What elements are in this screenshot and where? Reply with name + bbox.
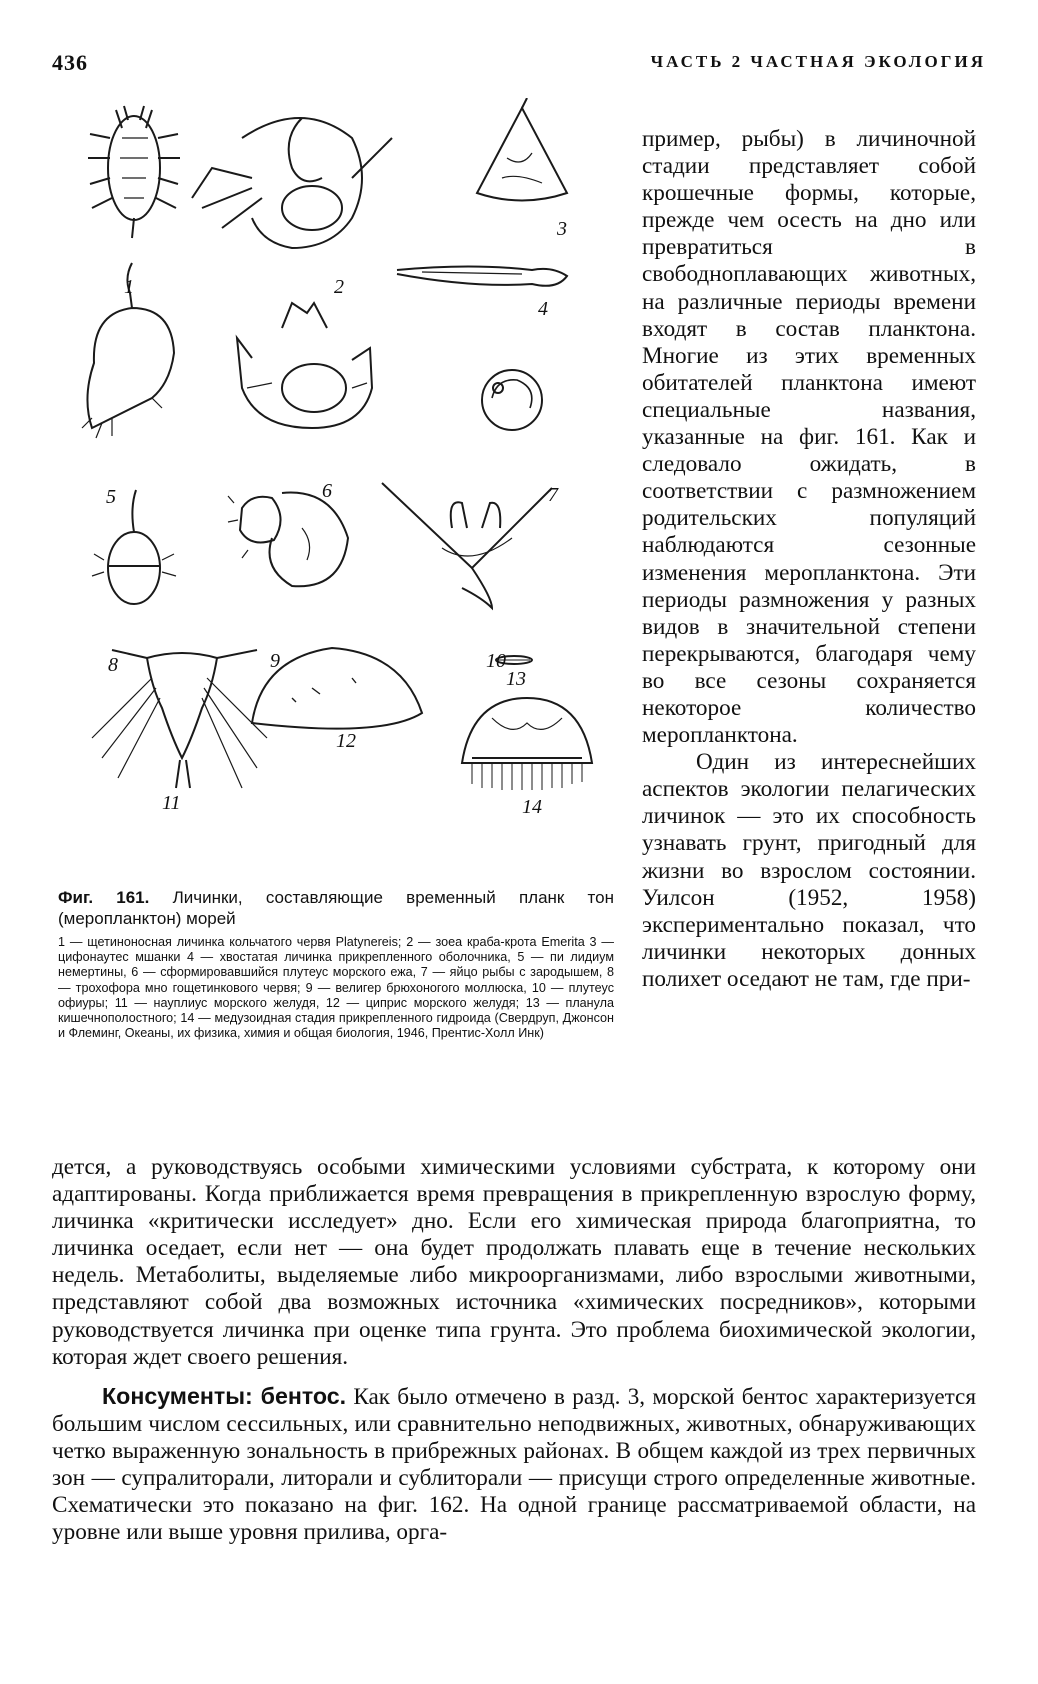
run-in-heading: Консументы: бентос. (102, 1382, 347, 1409)
paragraph: дется, а руководствуясь особыми химическими условиями субстрата, к которому они адаптированы. Когда приближается время превращения в прикрепленную взрослую форму, личинка «критически исследует» дно. Если его химическая природа благоприятна, то личинка оседает, если нет — она будет продолжать плавать еще в течение нескольких недель. Метаболиты, выделяемые либо микроорганизмами, либо взрослыми животными, представляют собой два возможных источника «химических посредников», которыми руководствуется личинка при оценке типа грунта. Это проблема биохимической экологии, которая ждет своего решения. (52, 1154, 976, 1370)
figure-label-1: 1 (124, 276, 134, 298)
figure-label-11: 11 (162, 792, 181, 814)
larva-1-drawing (88, 106, 180, 238)
larva-4-drawing (397, 267, 567, 286)
larva-3-drawing (477, 98, 567, 201)
figure-label-13: 13 (506, 668, 526, 690)
figure-161 (52, 98, 617, 878)
larva-8-drawing (92, 490, 176, 604)
paragraph (52, 1383, 976, 1547)
larva-11-drawing (92, 650, 267, 788)
column-text (642, 126, 976, 993)
paragraph: пример, рыбы) в личиночной стадии представляет собой крошечные формы, которые, прежде чем осесть на дно или превратиться в свободноплавающих животных, на различные периоды времени входят в состав планктона. Многие из этих временных обитателей планктона имеют специальные названия, указанные на фиг. 161. Как и следовало ожидать, в соответствии с размножением родительских популяций наблюдаются сезонные изменения меропланктона. Эти периоды размножения у разных видов в значительной степени перекрываются, благодаря чему во все сезоны сохраняется некоторое количество меропланктона. (642, 126, 976, 749)
figure-label-12: 12 (336, 730, 356, 752)
page-header (52, 50, 986, 80)
larva-14-drawing (462, 698, 592, 790)
larva-2-drawing (192, 118, 392, 248)
caption-title-text: Личинки, составляющие временный планк тон (меропланктон) морей (58, 888, 614, 928)
figure-label-4: 4 (538, 298, 548, 320)
figure-label-8: 8 (108, 654, 118, 676)
larva-6-drawing (237, 303, 372, 428)
figure-label-14: 14 (522, 796, 542, 818)
body-text (52, 1154, 976, 1546)
figure-label-5: 5 (106, 486, 116, 508)
larva-7-drawing (482, 370, 542, 430)
caption-figure-number: Фиг. 161. (58, 888, 150, 907)
figure-caption (58, 887, 614, 1041)
caption-title (58, 887, 614, 929)
larva-10-drawing (382, 483, 552, 608)
figure-label-6: 6 (322, 480, 332, 502)
figure-label-2: 2 (334, 276, 344, 298)
figure-label-9: 9 (270, 650, 280, 672)
figure-label-10: 10 (486, 650, 506, 672)
larvae-illustration (52, 98, 617, 878)
paragraph: Один из интереснейших аспектов экологии пелагических личинок — это их способность узнавать грунт, пригодный для жизни во взрослом состоянии. Уилсон (1952, 1958) экспериментально показал, что личинки некоторых донных полихет оседают не там, где при- (642, 749, 976, 992)
running-head: ЧАСТЬ 2 ЧАСТНАЯ ЭКОЛОГИЯ (650, 52, 986, 71)
larva-9-drawing (228, 493, 348, 587)
paragraph-text: Как было отмечено в разд. 3, морской бентос характеризуется большим числом сессильных, или сравнительно неподвижных, животных, обнаруживающих четко выраженную зональность в прибрежных районах. В общем каждой из трех первичных зон — супралиторали, литорали и сублиторали — присущи строго определенные животные. Схематически это показано на фиг. 162. На одной границе рассматриваемой области, на уровне или выше уровня прилива, орга- (52, 1383, 976, 1546)
figure-label-3: 3 (557, 218, 567, 240)
caption-legend: 1 — щетиноносная личинка кольчатого червя Platynereis; 2 — зоеа краба-крота Emerita 3 — цифонаутес мшанки 4 — хвостатая личинка прикрепленного оболочника, 5 — пи лидиум немертины, 6 — сформировавшийся плутеус морского ежа, 7 — яйцо рыбы с зародышем, 8 — трохофора мно гощетинкового червя; 9 — велигер брюхоногого моллюска, 10 — плутеус офиуры; 11 — науплиус морского желудя, 12 — циприс морского желудя; 13 — планула кишечнополостного; 14 — медузоидная стадия прикрепленного гидроида (Свердруп, Джонсон и Флеминг, Океаны, их физика, химия и общая биология, 1946, Прентис-Холл Инк) (58, 935, 614, 1041)
page-number: 436 (52, 50, 88, 75)
figure-label-7: 7 (548, 484, 558, 506)
